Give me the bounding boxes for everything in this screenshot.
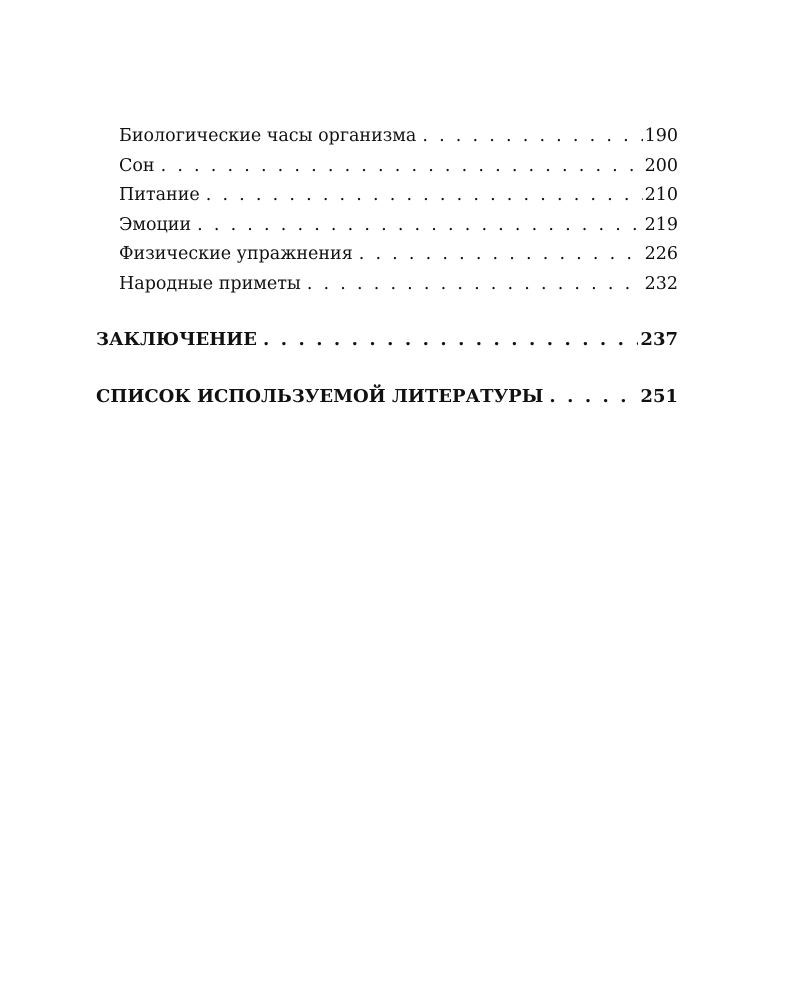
toc-entry-page-number: 210: [644, 185, 678, 205]
toc-entry-label: Народные приметы: [119, 273, 301, 294]
toc-entry-page-number: 190: [644, 126, 678, 146]
toc-entry-references: [96, 382, 678, 412]
dot-leader: [191, 211, 642, 241]
toc-entry-biological-clock: [96, 122, 678, 152]
dot-leader: [301, 270, 643, 300]
toc-entry-conclusion: [96, 325, 678, 355]
toc-entry-label: Сон: [119, 155, 155, 176]
toc-entry-label: ЗАКЛЮЧЕНИЕ: [96, 329, 257, 350]
table-of-contents: [96, 122, 678, 412]
toc-entry-emotions: [96, 211, 678, 241]
toc-entry-page-number: 219: [644, 214, 678, 235]
toc-entry-label: Биологические часы организма: [119, 126, 417, 146]
toc-entry-page-number: 232: [644, 273, 678, 294]
toc-entry-physical-exercise: [96, 240, 678, 270]
toc-entry-label: Физические упражнения: [119, 244, 353, 264]
toc-entry-sleep: [96, 152, 678, 182]
dot-leader: [543, 382, 638, 412]
dot-leader: [416, 122, 642, 152]
toc-entry-page-number: 237: [640, 329, 678, 350]
dot-leader: [353, 240, 643, 270]
toc-entry-label: Эмоции: [119, 214, 192, 235]
toc-entry-page-number: 226: [644, 244, 678, 264]
dot-leader: [257, 325, 638, 355]
dot-leader: [155, 152, 643, 182]
toc-entry-page-number: 200: [644, 155, 678, 176]
toc-entry-page-number: 251: [640, 386, 678, 407]
toc-entry-nutrition: [96, 181, 678, 211]
toc-entry-label: СПИСОК ИСПОЛЬЗУЕМОЙ ЛИТЕРАТУРЫ: [96, 386, 544, 407]
toc-entry-label: Питание: [119, 185, 200, 205]
dot-leader: [200, 181, 643, 211]
toc-entry-folk-omens: [96, 270, 678, 300]
